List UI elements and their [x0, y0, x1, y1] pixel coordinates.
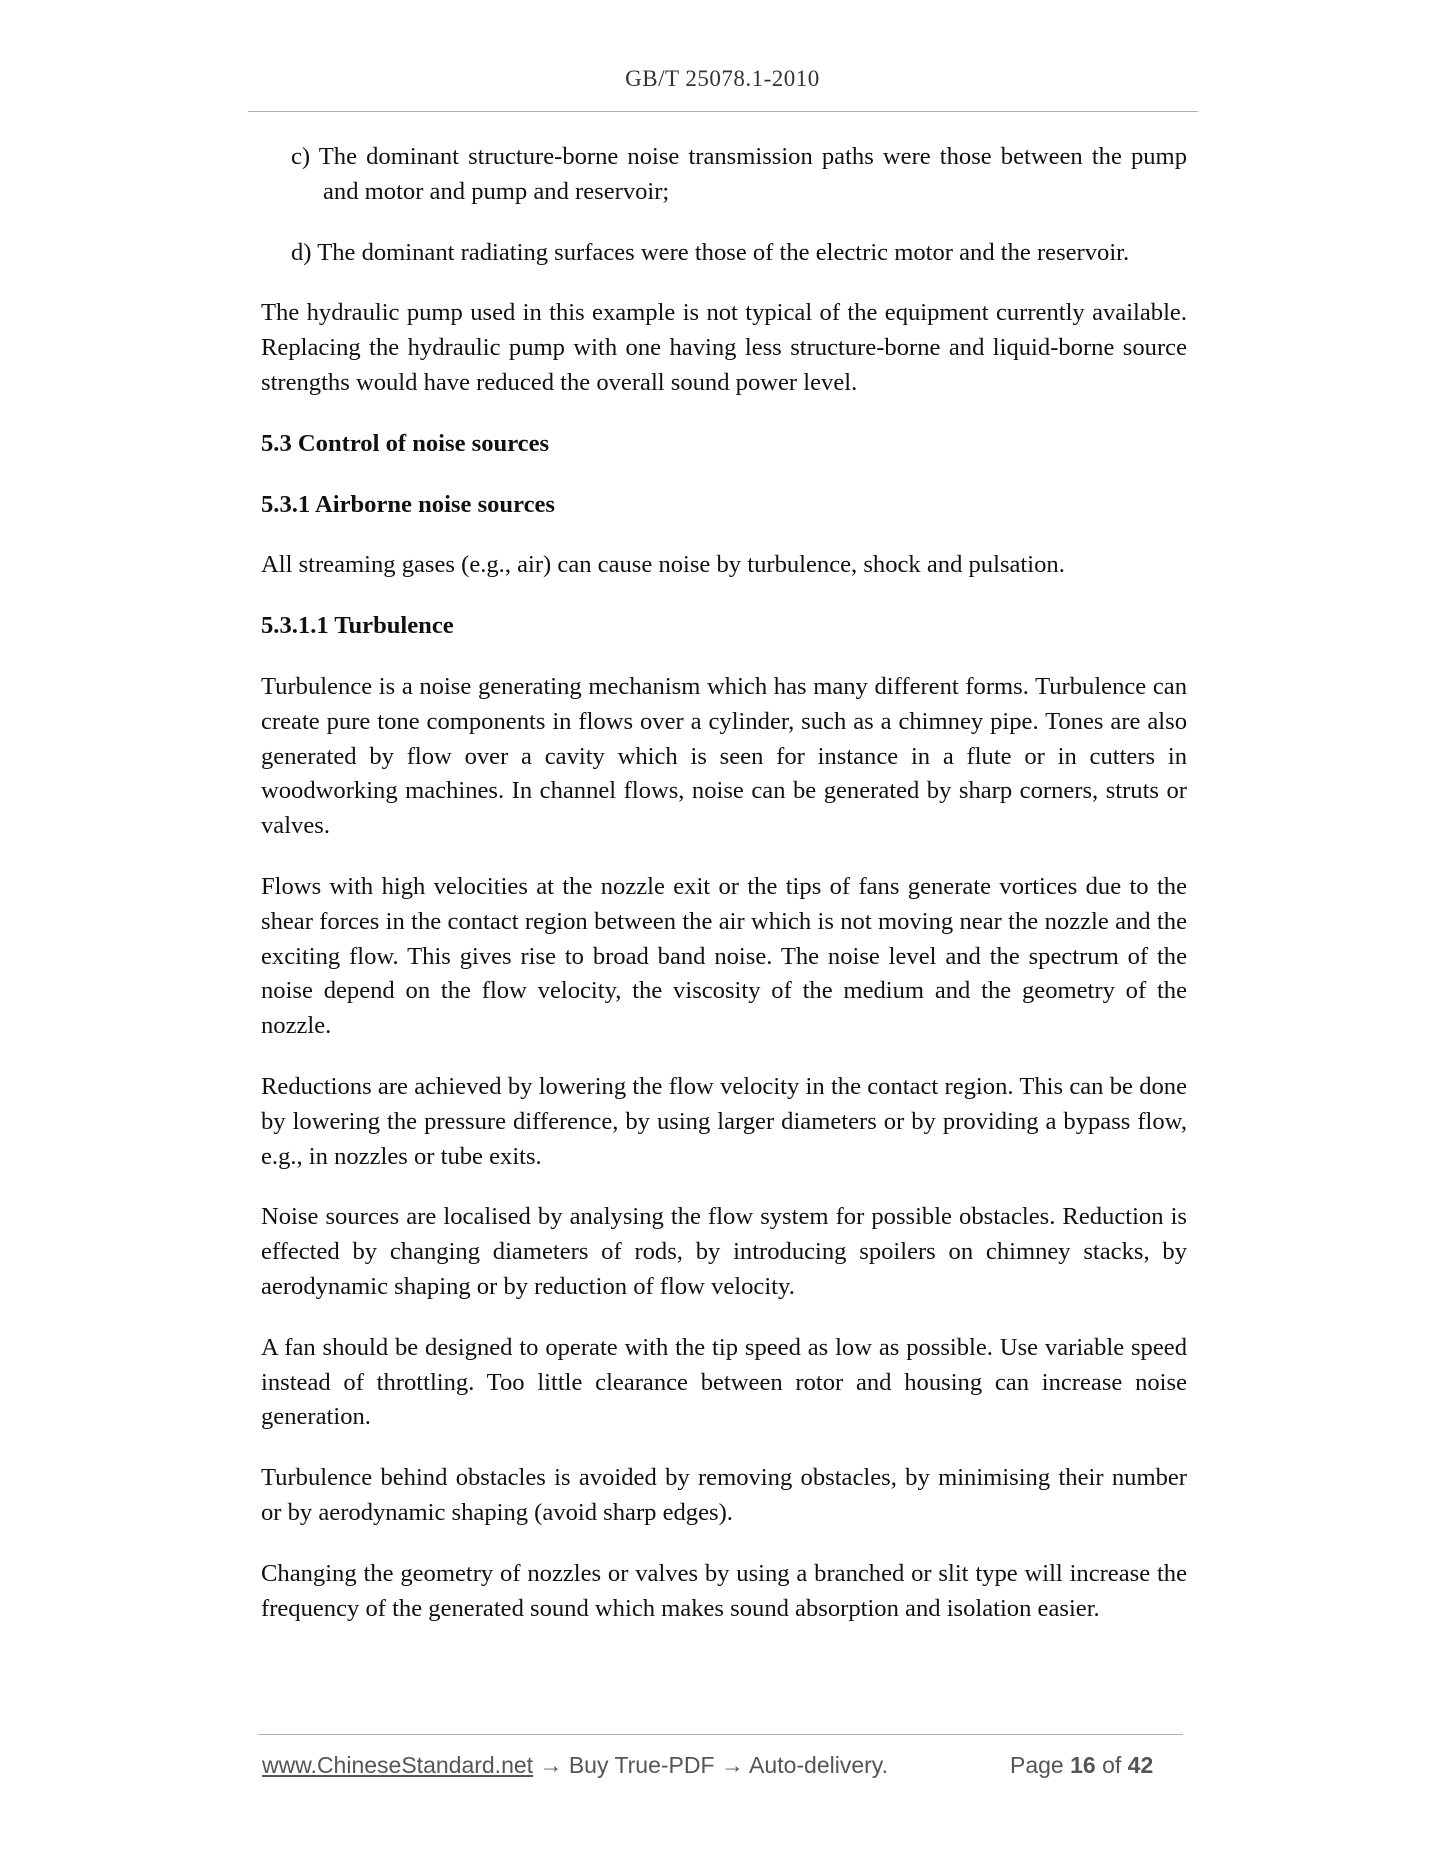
paragraph-reductions: Reductions are achieved by lowering the flow velocity in the contact region. This can be done by lowering the pressure difference, by using larger diameters or by providing a bypass flow, e.g., in nozzles or tube exits. [261, 1072, 1187, 1170]
footer-divider [258, 1734, 1183, 1735]
total-page-count: 42 [1127, 1752, 1154, 1778]
page-of-label: of [1102, 1752, 1122, 1778]
footer-promo-text: → Buy True-PDF → Auto-delivery. [533, 1752, 888, 1778]
header-divider [248, 111, 1198, 112]
list-item-c: c) The dominant structure-borne noise transmission paths were those between the pump and motor and pump and reservoir; [291, 143, 1187, 205]
page-label: Page [1010, 1752, 1064, 1778]
section-heading-5-3-1-1: 5.3.1.1 Turbulence [261, 612, 454, 640]
list-item-d: d) The dominant radiating surfaces were those of the electric motor and the reservoir. [291, 238, 1130, 266]
paragraph-hydraulic-pump: The hydraulic pump used in this example is not typical of the equipment currently available. Replacing the hydraulic pump with one having less structure-borne and liquid-borne source strengths would have reduced the overall sound power level. [261, 299, 1187, 396]
paragraph-localised-sources: Noise sources are localised by analysing the flow system for possible obstacles. Reduction is effected by changing diameters of rods, by introducing spoilers on chimney stacks, by aerodynamic shaping or by reduction of flow velocity. [261, 1203, 1187, 1300]
paragraph-turbulence: Turbulence is a noise generating mechanism which has many different forms. Turbulence can create pure tone components in flows over a cylinder, such as a chimney pipe. Tones are also generated by flow over a cavity which is seen for instance in a flute or in cutters in woodworking machines. In channel flows, noise can be generated by sharp corners, struts or valves. [261, 672, 1187, 840]
website-link[interactable]: www.ChineseStandard.net [262, 1752, 534, 1778]
current-page-number: 16 [1070, 1752, 1096, 1778]
page-number-indicator [1010, 1752, 1153, 1779]
section-heading-5-3-1: 5.3.1 Airborne noise sources [261, 490, 555, 518]
paragraph-streaming-gases: All streaming gases (e.g., air) can cause noise by turbulence, shock and pulsation. [261, 551, 1065, 579]
paragraph-nozzle-geometry: Changing the geometry of nozzles or valves by using a branched or slit type will increase the frequency of the generated sound which makes sound absorption and isolation easier. [261, 1559, 1187, 1622]
page-footer [262, 1752, 1182, 1779]
document-body [261, 140, 1187, 1652]
section-heading-5-3: 5.3 Control of noise sources [261, 429, 550, 457]
paragraph-high-velocity-flows: Flows with high velocities at the nozzle exit or the tips of fans generate vortices due to the shear forces in the contact region between the air which is not moving near the nozzle and the exciting flow. This gives rise to broad band noise. The noise level and the spectrum of the noise depend on the flow velocity, the viscosity of the medium and the geometry of the nozzle. [261, 872, 1187, 1040]
paragraph-fan-design: A fan should be designed to operate with the tip speed as low as possible. Use variable speed instead of throttling. Too little clearance between rotor and housing can increase noise generation. [261, 1333, 1187, 1431]
paragraph-obstacles: Turbulence behind obstacles is avoided by removing obstacles, by minimising their number or by aerodynamic shaping (avoid sharp edges). [261, 1464, 1187, 1526]
document-header-title: GB/T 25078.1-2010 [625, 66, 820, 91]
